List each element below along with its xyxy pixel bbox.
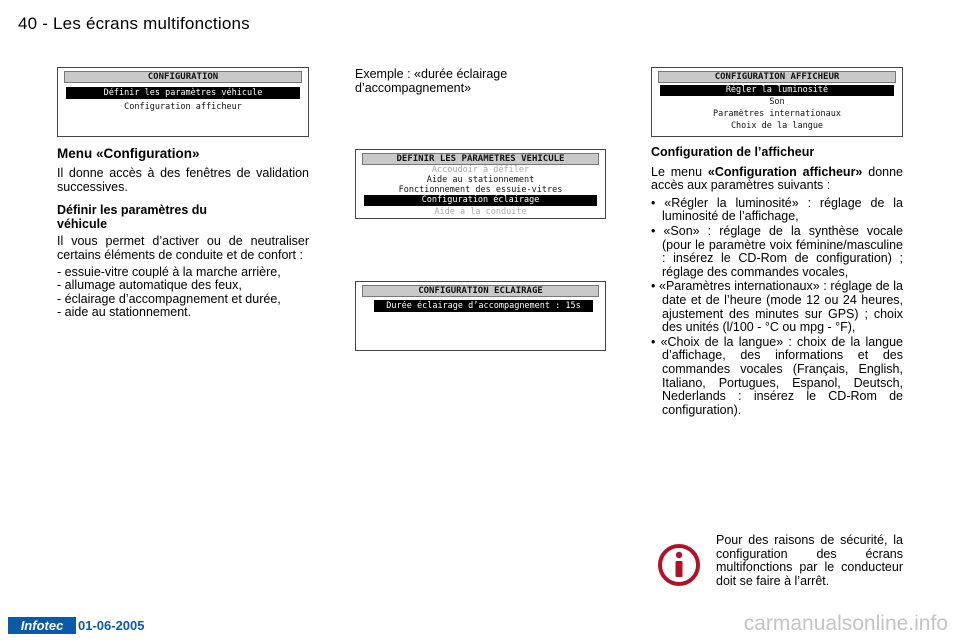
display-config-intro <box>651 166 903 193</box>
watermark: carmanualsonline.info <box>743 612 948 635</box>
display-screen-display-config <box>651 67 903 137</box>
screen-title: CONFIGURATION ECLAIRAGE <box>362 285 599 297</box>
screen-title: CONFIGURATION <box>64 71 302 83</box>
info-icon <box>657 543 701 587</box>
screen-line-selected: Configuration éclairage <box>364 195 597 206</box>
screen-line-selected: Durée éclairage d’accompagnement : 15s <box>374 300 593 312</box>
screen-line: Paramètres internationaux <box>713 109 841 119</box>
display-config-heading: Configuration de l’afficheur <box>651 145 815 159</box>
page-title: 40 - Les écrans multifonctions <box>18 14 250 33</box>
list-item: • «Régler la luminosité» : réglage de la luminosité de l’affichage, <box>651 195 903 224</box>
list-item: - allumage automatique des feux, <box>57 278 242 293</box>
screen-line: Configuration afficheur <box>124 102 242 112</box>
list-item: - aide au stationnement. <box>57 305 192 320</box>
screen-line: Aide au stationnement <box>426 175 535 185</box>
screen-line: Son <box>769 97 785 107</box>
display-screen-vehicle-params <box>355 149 606 219</box>
list-item: • «Son» : réglage de la synthèse vocale (pour le paramètre voix féminine/masculine : insérez le CD-Rom de configuration) ; réglage des commandes vocales, <box>651 223 903 279</box>
example-text: Exemple : «durée éclairage d’accompagnement» <box>355 67 508 95</box>
screen-title: CONFIGURATION AFFICHEUR <box>658 71 896 83</box>
screen-title: DEFINIR LES PARAMETRES VEHICULE <box>362 153 599 165</box>
feature-list <box>57 266 309 320</box>
footer-date: 01-06-2005 <box>78 618 145 633</box>
screen-line: Fonctionnement des essuie-vitres <box>398 185 563 195</box>
display-screen-lighting <box>355 281 606 351</box>
sub-heading: Définir les paramètres du véhicule <box>57 203 208 231</box>
sub-intro: Il vous permet d’activer ou de neutraliser certains éléments de conduite et de confort : <box>57 234 309 262</box>
list-item: • «Paramètres internationaux» : réglage de la date et de l’heure (mode 12 ou 24 heures, ajustement des minutes sur GPS) ; choix des unités (l/100 - °C ou mpg - °F), <box>651 279 903 335</box>
safety-note: Pour des raisons de sécurité, la configuration des écrans multifonctions par le conducteur doit se faire à l’arrêt. <box>716 533 903 588</box>
list-item: - essuie-vitre couplé à la marche arrière, <box>57 264 281 279</box>
screen-line-selected: Définir les paramètres véhicule <box>66 87 300 99</box>
screen-line: Accoudoir à défiler <box>431 165 530 175</box>
display-screen-configuration <box>57 67 309 137</box>
intro-menu-name: «Configuration afficheur» <box>707 164 863 179</box>
list-item: - éclairage d’accompagnement et durée, <box>57 291 281 306</box>
intro-text: donne accès aux paramètres suivants : <box>651 164 904 193</box>
display-params-list <box>651 197 903 418</box>
intro-text: Le menu <box>651 164 708 179</box>
screen-line: Aide à la conduite <box>434 207 527 217</box>
brand-logo: Infotec <box>8 617 76 634</box>
list-item: • «Choix de la langue» : choix de la langue d’affichage, des informations et des commandes vocales (Français, English, Italiano, Portugues, Espanol, Deutsch, Nederlands : insérez le CD-Rom de configuration). <box>651 334 903 417</box>
screen-line: Choix de la langue <box>730 121 824 131</box>
screen-line-selected: Régler la luminosité <box>660 85 894 96</box>
menu-intro: Il donne accès à des fenêtres de validation successives. <box>57 166 309 194</box>
menu-heading: Menu «Configuration» <box>57 146 200 161</box>
